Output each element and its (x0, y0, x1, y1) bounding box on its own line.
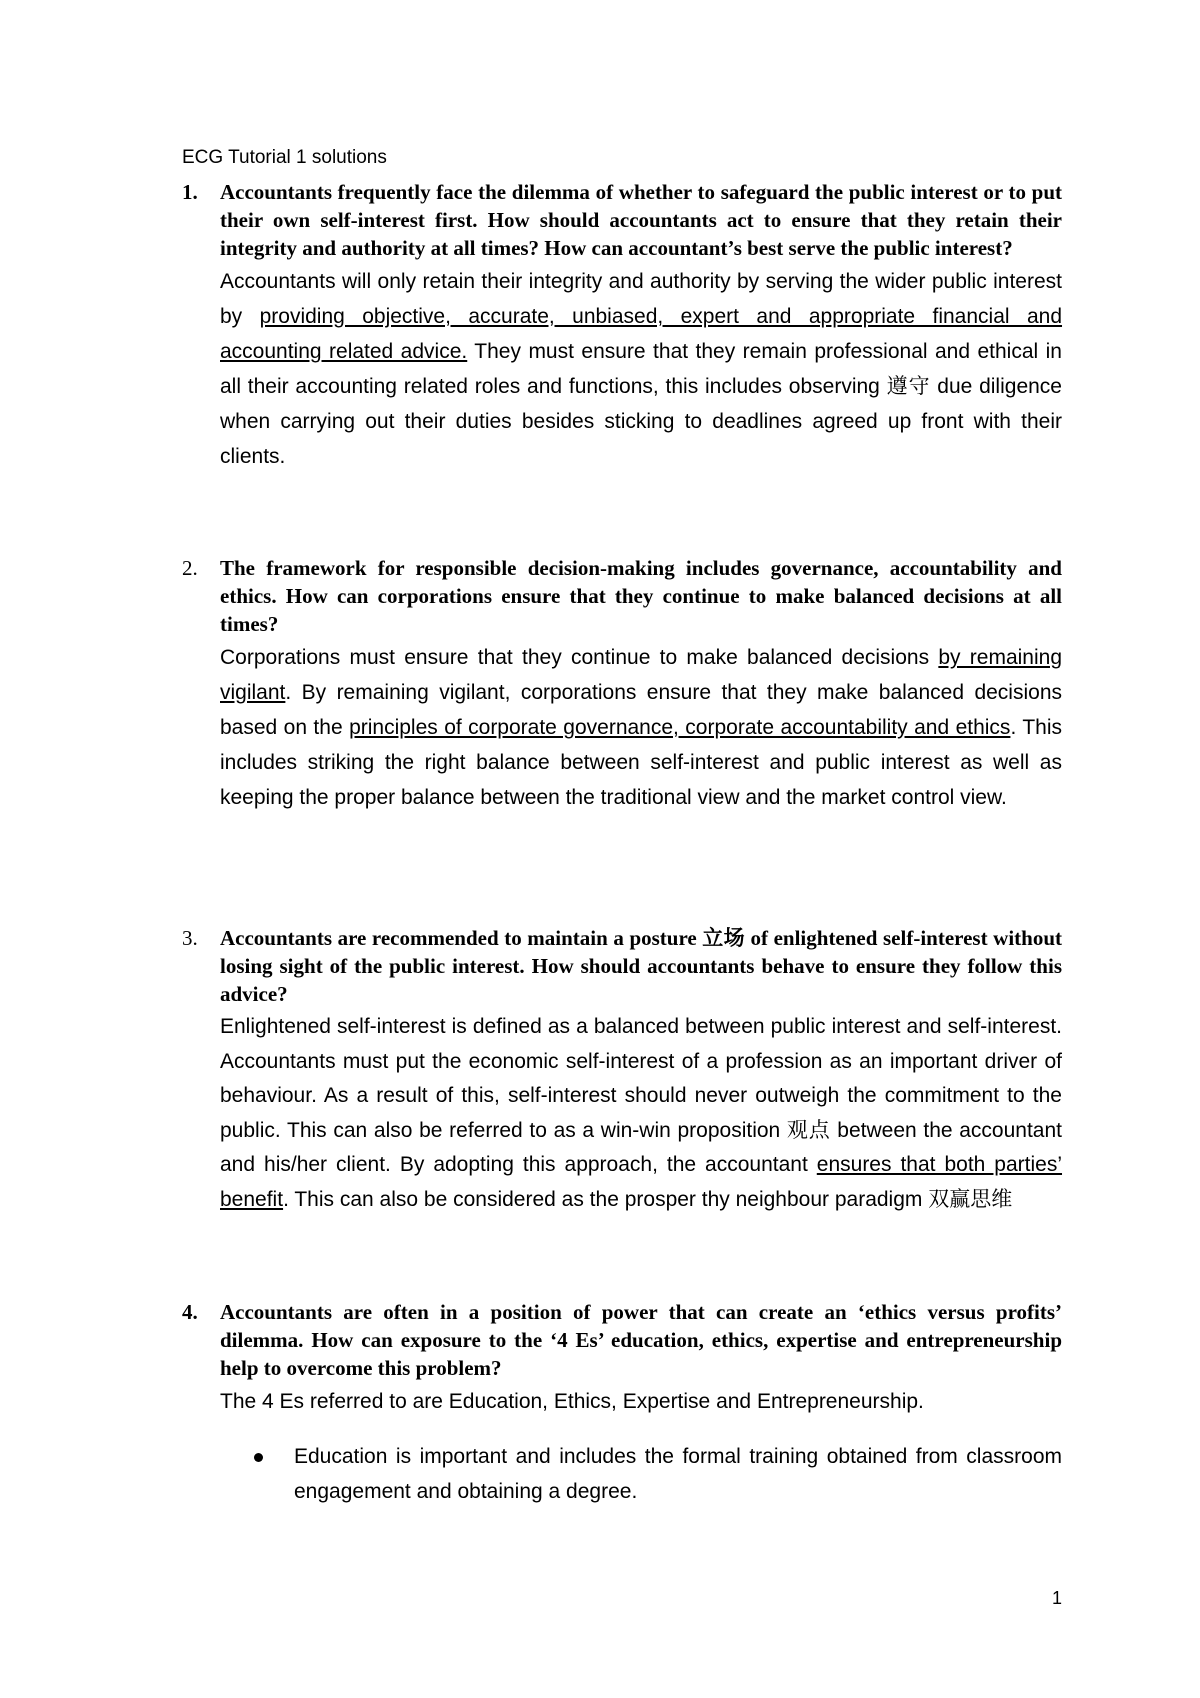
question-1-text: Accountants frequently face the dilemma of whether to safeguard the public interest or to put their own self-interest first. How should accountants act to ensure that they retain their integrity and authority at all times? How can accountant’s best serve the public interest? (220, 180, 1062, 260)
question-number: 3. (182, 926, 198, 950)
answer-text-segment: Corporations must ensure that they continue to make balanced decisions (220, 646, 939, 669)
answer-underlined-segment: ensures that both parties’ benefit (220, 1153, 1063, 1211)
question-3-block (182, 924, 1062, 1217)
question-number: 1. (182, 180, 198, 204)
question-number: 2. (182, 556, 198, 580)
answer-text-segment: . This includes striking the right balance between self-interest and public interest as well as keeping the proper balance between the traditional view and the market control view. (220, 716, 1062, 809)
bullet-icon (254, 1453, 263, 1462)
answer-3-text (220, 1010, 1062, 1217)
answer-text-segment: Enlightened self-interest is defined as a balanced between public interest and self-interest. Accountants must put the economic self-interest of a profession as an important driver of behaviour. As a result of this, self-interest should never outweigh the commitment to the public. This can also be referred to as a win-win proposition 观点 between the accountant and his/her client. By adopting this approach, the accountant (220, 1015, 1062, 1176)
document-title: ECG Tutorial 1 solutions (182, 147, 387, 168)
bullet-text: Education is important and includes the formal training obtained from classroom engagement and obtaining a degree. (294, 1445, 1062, 1503)
answer-4-text: The 4 Es referred to are Education, Ethics, Expertise and Entrepreneurship. (220, 1390, 924, 1413)
answer-text-segment: . This can also be considered as the prosper thy neighbour paradigm 双赢思维 (283, 1187, 1013, 1211)
answer-underlined-segment: providing objective, accurate, unbiased, expert and appropriate financial and accounting related advice. (220, 305, 1063, 363)
answer-underlined-segment: by remaining vigilant (220, 646, 1062, 704)
question-1-block (182, 178, 1062, 474)
answer-text-segment: Accountants will only retain their integrity and authority by serving the wider public interest by (220, 270, 1062, 328)
page-number: 1 (1051, 1588, 1062, 1608)
question-2-block (182, 554, 1062, 815)
question-3-text: Accountants are recommended to maintain a posture 立场 of enlightened self-interest without losing sight of the public interest. How should accountants behave to ensure they follow this advice? (220, 926, 1062, 1006)
answer-1-text (220, 264, 1062, 474)
answer-2-text (220, 640, 1062, 815)
question-2-text: The framework for responsible decision-making includes governance, accountability and ethics. How can corporations ensure that they continue to make balanced decisions at all times? (220, 556, 1062, 636)
answer-underlined-segment: principles of corporate governance, corporate accountability and ethics (349, 716, 1011, 739)
question-4-text: Accountants are often in a position of power that can create an ‘ethics versus profits’ dilemma. How can exposure to the ‘4 Es’ education, ethics, expertise and entrepreneurship help to overcome this problem? (220, 1300, 1062, 1380)
list-item (254, 1439, 1062, 1509)
answer-text-segment: . By remaining vigilant, corporations ensure that they make balanced decisions based on the (220, 681, 1062, 739)
answer-text-segment: They must ensure that they remain professional and ethical in all their accounting related roles and functions, this includes observing 遵守 due diligence when carrying out their duties besides sticking to deadlines agreed up front with their clients. (220, 340, 1062, 468)
question-number: 4. (182, 1300, 198, 1324)
question-4-block (182, 1298, 1062, 1509)
